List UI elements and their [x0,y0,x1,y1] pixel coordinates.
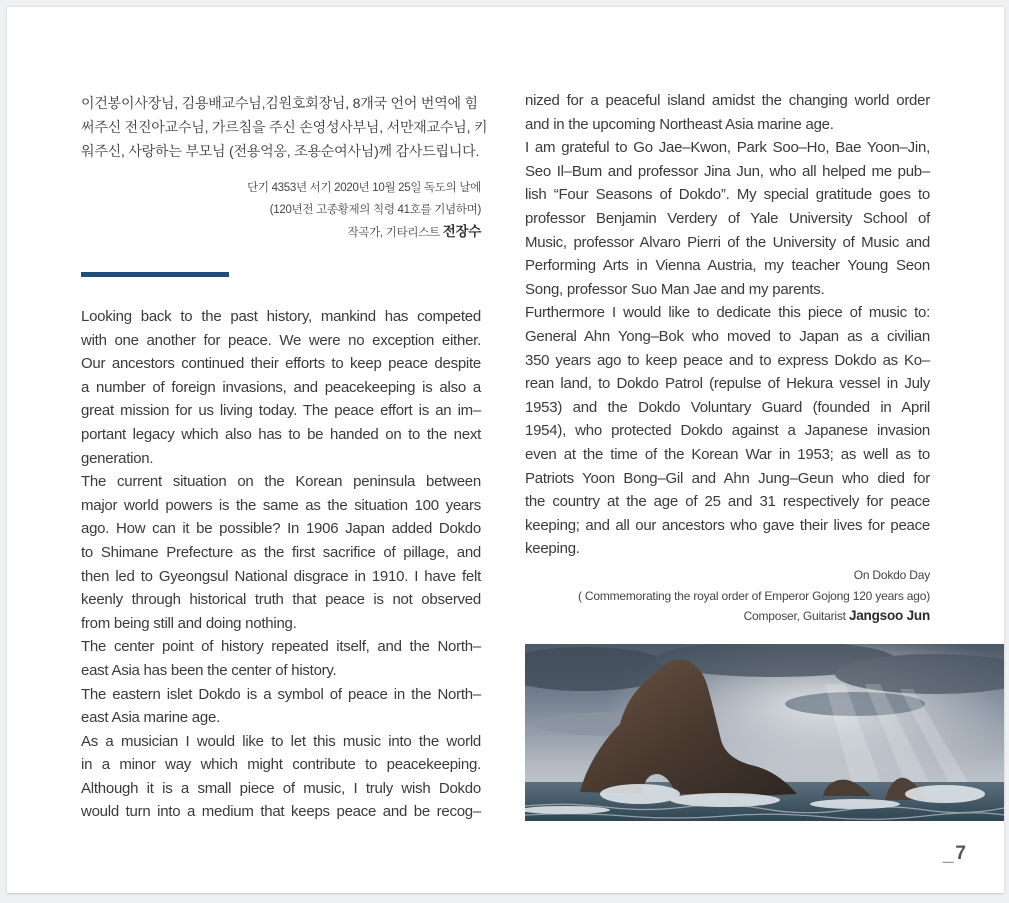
text-line: would turn into a medium that keeps peace and be recog– [81,803,481,821]
page-number-value: 7 [955,843,966,864]
signature-author-role: Composer, Guitarist [743,609,849,623]
text-line: 1954), who protected Dokdo against a Japanese invasion [525,422,930,440]
korean-line: 써주신 전진아교수님, 가르침을 주신 손영성사부님, 서만재교수님, 키 [81,119,488,135]
text-line: major world powers is the same as the situation 100 years [81,496,481,514]
signature-commemoration: ( Commemorating the royal order of Emperor Gojong 120 years ago) [577,588,930,603]
korean-line: 이건봉이사장님, 김용배교수님,김원호회장님, 8개국 언어 번역에 힘 [81,95,478,111]
text-line: keenly through historical truth that peace is not observed [81,591,481,609]
text-line: to Shimane Prefecture as the first sacrifice of pillage, and [81,543,481,561]
text-line: a number of foreign invasions, and peacekeeping is also a [81,378,481,396]
page-number-prefix: _ [942,843,954,864]
korean-author-role: 작곡가, 기타리스트 [347,227,443,239]
korean-commemoration-line: (120년전 고종황제의 칙령 41호를 기념하며) [269,204,481,216]
text-line: keeping; and all our ancestors who gave their lives for peace [525,516,930,534]
text-line: General Ahn Yong–Bok who moved to Japan as a civilian [525,327,930,345]
text-line: the country at the age of 25 and 31 respectively for peace [525,493,930,511]
text-line: with one another for peace. We were no exception either. [81,331,481,349]
text-line: from being still and doing nothing. [81,614,297,632]
text-line: in a minor way which might contribute to peacekeeping. [81,756,481,774]
text-line: The center point of history repeated itself, and the North– [81,638,481,656]
english-text-left [81,305,481,824]
korean-signature [247,177,481,244]
text-line: Furthermore I would like to dedicate this piece of music to: [525,304,930,322]
text-line: I am grateful to Go Jae–Kwon, Park Soo–Ho, Bae Yoon–Jin, [525,139,930,157]
text-line: east Asia marine age. [81,709,221,727]
text-line: Seo Il–Bum and professor Jina Jun, who all helped me pub– [525,162,930,180]
text-line: Looking back to the past history, mankind has competed [81,308,481,325]
text-line: rean land, to Dokdo Patrol (repulse of Hekura vessel in July [525,375,930,393]
text-line: lish “Four Seasons of Dokdo”. My special gratitude goes to [525,186,930,204]
text-line: ago. How can it be possible? In 1906 Japan added Dokdo [81,520,481,538]
text-line: Patriots Yoon Bong–Gil and Ahn Jung–Geun who died for [525,469,930,487]
text-line: great mission for us living today. The peace effort is an im– [81,402,481,420]
text-line: 1953) and the Dokdo Voluntary Guard (founded in April [525,398,930,416]
korean-date-line: 단기 4353년 서기 2020년 10월 25일 독도의 날에 [247,182,481,194]
signature-author-line [578,606,930,627]
book-page [7,6,1004,893]
text-line: nized for a peaceful island amidst the changing world order [525,92,930,109]
text-line: Song, professor Suo Man Jae and my parents. [525,280,825,298]
text-line: Performing Arts in Vienna Austria, my teacher Young Seon [525,257,930,275]
text-line: The current situation on the Korean peninsula between [81,473,481,491]
korean-acknowledgement-paragraph [81,91,488,163]
english-text-right [525,89,930,561]
text-line: As a musician I would like to let this music into the world [81,732,481,750]
text-line: then led to Gyeongsul National disgrace in 1910. I have felt [81,567,481,585]
text-line: keeping. [525,540,580,558]
text-line: generation. [81,449,154,467]
dokdo-photo [525,644,1004,821]
dokdo-rock-seascape-image [525,644,1004,821]
signature-author-name: Jangsoo Jun [848,608,930,623]
text-line: Although it is a small piece of music, I truly wish Dokdo [81,779,481,797]
text-line: 350 years ago to keep peace and to express Dokdo as Ko– [525,351,930,369]
korean-line: 워주신, 사랑하는 부모님 (전용억옹, 조용순여사님)께 감사드립니다. [81,143,480,159]
text-line: The eastern islet Dokdo is a symbol of peace in the North– [81,685,481,703]
section-divider [81,272,229,277]
text-line: Our ancestors continued their efforts to keep peace despite [81,355,481,373]
page-number [943,843,966,865]
text-line: portant legacy which also has to be handed on to the next [81,425,481,443]
text-line: and in the upcoming Northeast Asia marine age. [525,115,834,133]
korean-author-line [247,221,481,244]
text-line: Music, professor Alvaro Pierri of the University of Music and [525,233,930,251]
english-signature [578,565,930,627]
text-line: east Asia has been the center of history. [81,661,337,679]
text-line: professor Benjamin Verdery of Yale University School of [525,209,930,227]
signature-occasion: On Dokdo Day [853,568,930,582]
korean-author-name: 전장수 [442,224,481,239]
text-line: even at the time of the Korean War in 1953; as well as to [525,445,930,463]
